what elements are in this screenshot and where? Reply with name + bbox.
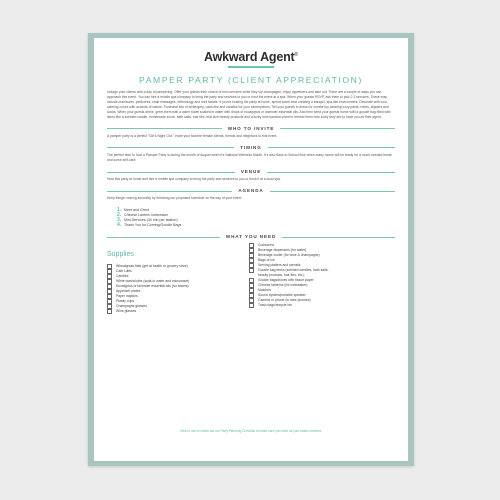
- list-item: [117, 223, 395, 228]
- document-page: [94, 38, 408, 461]
- list-text: Mini-Services (30 min per station): [124, 217, 178, 222]
- timing-paragraph: The perfect time to host a Pamper Party is during the month of August when it's National Wellness Month. It's also Back to School time when many moms will be ready for a much-needed break and some self-care.: [107, 153, 392, 163]
- list-text: Meet and Greet: [124, 207, 149, 212]
- checklist-label: Goodie bags/boxes with tissue paper: [258, 278, 314, 283]
- checklist-label: White washcloths (soak in water and microwave): [116, 279, 190, 284]
- logo-text: Awkward Agent: [204, 50, 295, 64]
- list-number: 1.: [117, 206, 122, 213]
- logo-underline: [228, 66, 274, 68]
- checklist-label: Camera or phone (to take pictures): [258, 298, 311, 303]
- checklist-label: Cafe Lilies: [116, 269, 132, 274]
- footer-note: How to use to check out our Party Planning Checklist to make sure you have all your bases covered.: [180, 429, 322, 433]
- checklist-label: Beverage dispensers (for water): [258, 248, 307, 253]
- checklist-label: Paper napkins: [116, 294, 138, 299]
- section-header-timing: [107, 145, 395, 150]
- checkbox[interactable]: [107, 309, 112, 314]
- divider: [107, 128, 222, 129]
- checklist-label: Champagne glasses: [116, 304, 147, 309]
- section-label: WHO TO INVITE: [227, 126, 275, 132]
- checklist-label: Chinese lanterns (for icebreaker): [258, 283, 308, 288]
- agenda-paragraph: Keep things running smoothly by following our proposed schedule on the day of your event.: [107, 196, 243, 201]
- page-title: PAMPER PARTY (CLIENT APPRECIATION): [139, 74, 363, 85]
- divider: [270, 191, 395, 192]
- divider: [267, 172, 395, 173]
- checklist-label: Sound system/portable speaker: [258, 293, 306, 298]
- section-header-venue: [107, 169, 395, 174]
- checkbox[interactable]: [249, 268, 254, 273]
- section-header-who: [107, 126, 395, 131]
- checklist-label: Wine glasses: [116, 309, 137, 314]
- divider: [107, 147, 234, 148]
- divider: [107, 191, 232, 192]
- divider: [107, 237, 220, 238]
- who-paragraph: A pamper party is a perfect "Girl's Night Out." Invite your favorite female clients, friends and neighbors to this event.: [107, 134, 278, 139]
- divider: [107, 172, 235, 173]
- checklist-item: [107, 309, 245, 314]
- section-header-agenda: [107, 188, 395, 193]
- checklist-label: Beverage cooler (for wine & champagne): [258, 253, 320, 258]
- checkbox[interactable]: [249, 303, 254, 308]
- divider: [280, 128, 395, 129]
- list-number: 4.: [117, 222, 122, 229]
- checklist-label: Bags of ice: [258, 258, 275, 263]
- checklist-label: Appetizer plates: [116, 289, 141, 294]
- list-number: 3.: [117, 216, 122, 223]
- intro-paragraph: Indulge your clients with a day of pampering. Offer your guests their choice of mini services while they sip champagne, enjoy appetizers and take out. There are a couple of ways you can approach this event. You can hire a mobile spa company to bring the party and services to you or host the event at a spa. When your guests RSVP, ask them to pick 2-3 services. These may include manicures, pedicures, chair massages, reflexology and mini facials. If you're hosting the party at home, spend some time creating a tranquil, spa-like environment. Decorate with cool, calming colors with accents of nature. Purchase lots of white/grey, cabs-like and candles for your centerpieces. Tell your guests to dress for comfort by wearing cozy pants, robes, slippers and socks. When your guests arrive, greet them with a warm towel soaked in water with drops of eucalyptus or lavender essential oils. And then send your guests home with a goodie bag filled with items like a scented candle, homemade scrub, bath salts, hair ties, trial size beauty products and a lucky mini bamboo plant to remind them how lucky they are to have you as their agent.: [107, 89, 391, 119]
- list-text: Thank You for Coming/Goodie Bags: [124, 223, 182, 228]
- checklist-label: Corkscrew: [258, 243, 275, 248]
- checklist-label: Eucalyptus or lavender essential oils (for towels): [116, 284, 189, 289]
- checklist-left: [107, 243, 245, 314]
- agenda-list: [117, 208, 395, 229]
- section-label: VENUE: [240, 169, 262, 175]
- section-label: TIMING: [240, 145, 262, 151]
- venue-paragraph: Host this party at home and hire a mobile spa company to bring the party and services to you or book it at a local spa.: [107, 177, 281, 182]
- section-label: WHAT YOU NEED: [225, 234, 277, 240]
- checklist-right: [245, 243, 395, 314]
- logo: [107, 50, 395, 64]
- checklist-label: Matches: [258, 288, 271, 293]
- checklist-label: beauty products, hair ties, etc.): [258, 273, 305, 278]
- list-text: Chinese Lantern Icebreaker: [124, 212, 169, 217]
- checklist-label: Plastic cups: [116, 299, 135, 304]
- section-header-need: [107, 234, 395, 239]
- section-label: AGENDA: [238, 188, 264, 194]
- checklist-label: Goodie bag items (scented candles, bath salts,: [258, 268, 329, 273]
- checklist-label: Candles: [116, 274, 129, 279]
- checklist-label: Serving platters and utensils: [258, 263, 301, 268]
- checklist-columns: [107, 243, 395, 314]
- divider: [282, 237, 395, 238]
- checklist-label: Wheatgrass flats (get at health or grocery store): [116, 264, 188, 269]
- supplies-heading: Supplies: [107, 251, 134, 259]
- document-frame: [88, 33, 414, 466]
- checklist-label: Trash bags/recycle bin: [258, 303, 292, 308]
- list-number: 2.: [117, 211, 122, 218]
- logo-mark: ®: [294, 51, 298, 58]
- checklist-item: [249, 303, 395, 308]
- divider: [268, 147, 395, 148]
